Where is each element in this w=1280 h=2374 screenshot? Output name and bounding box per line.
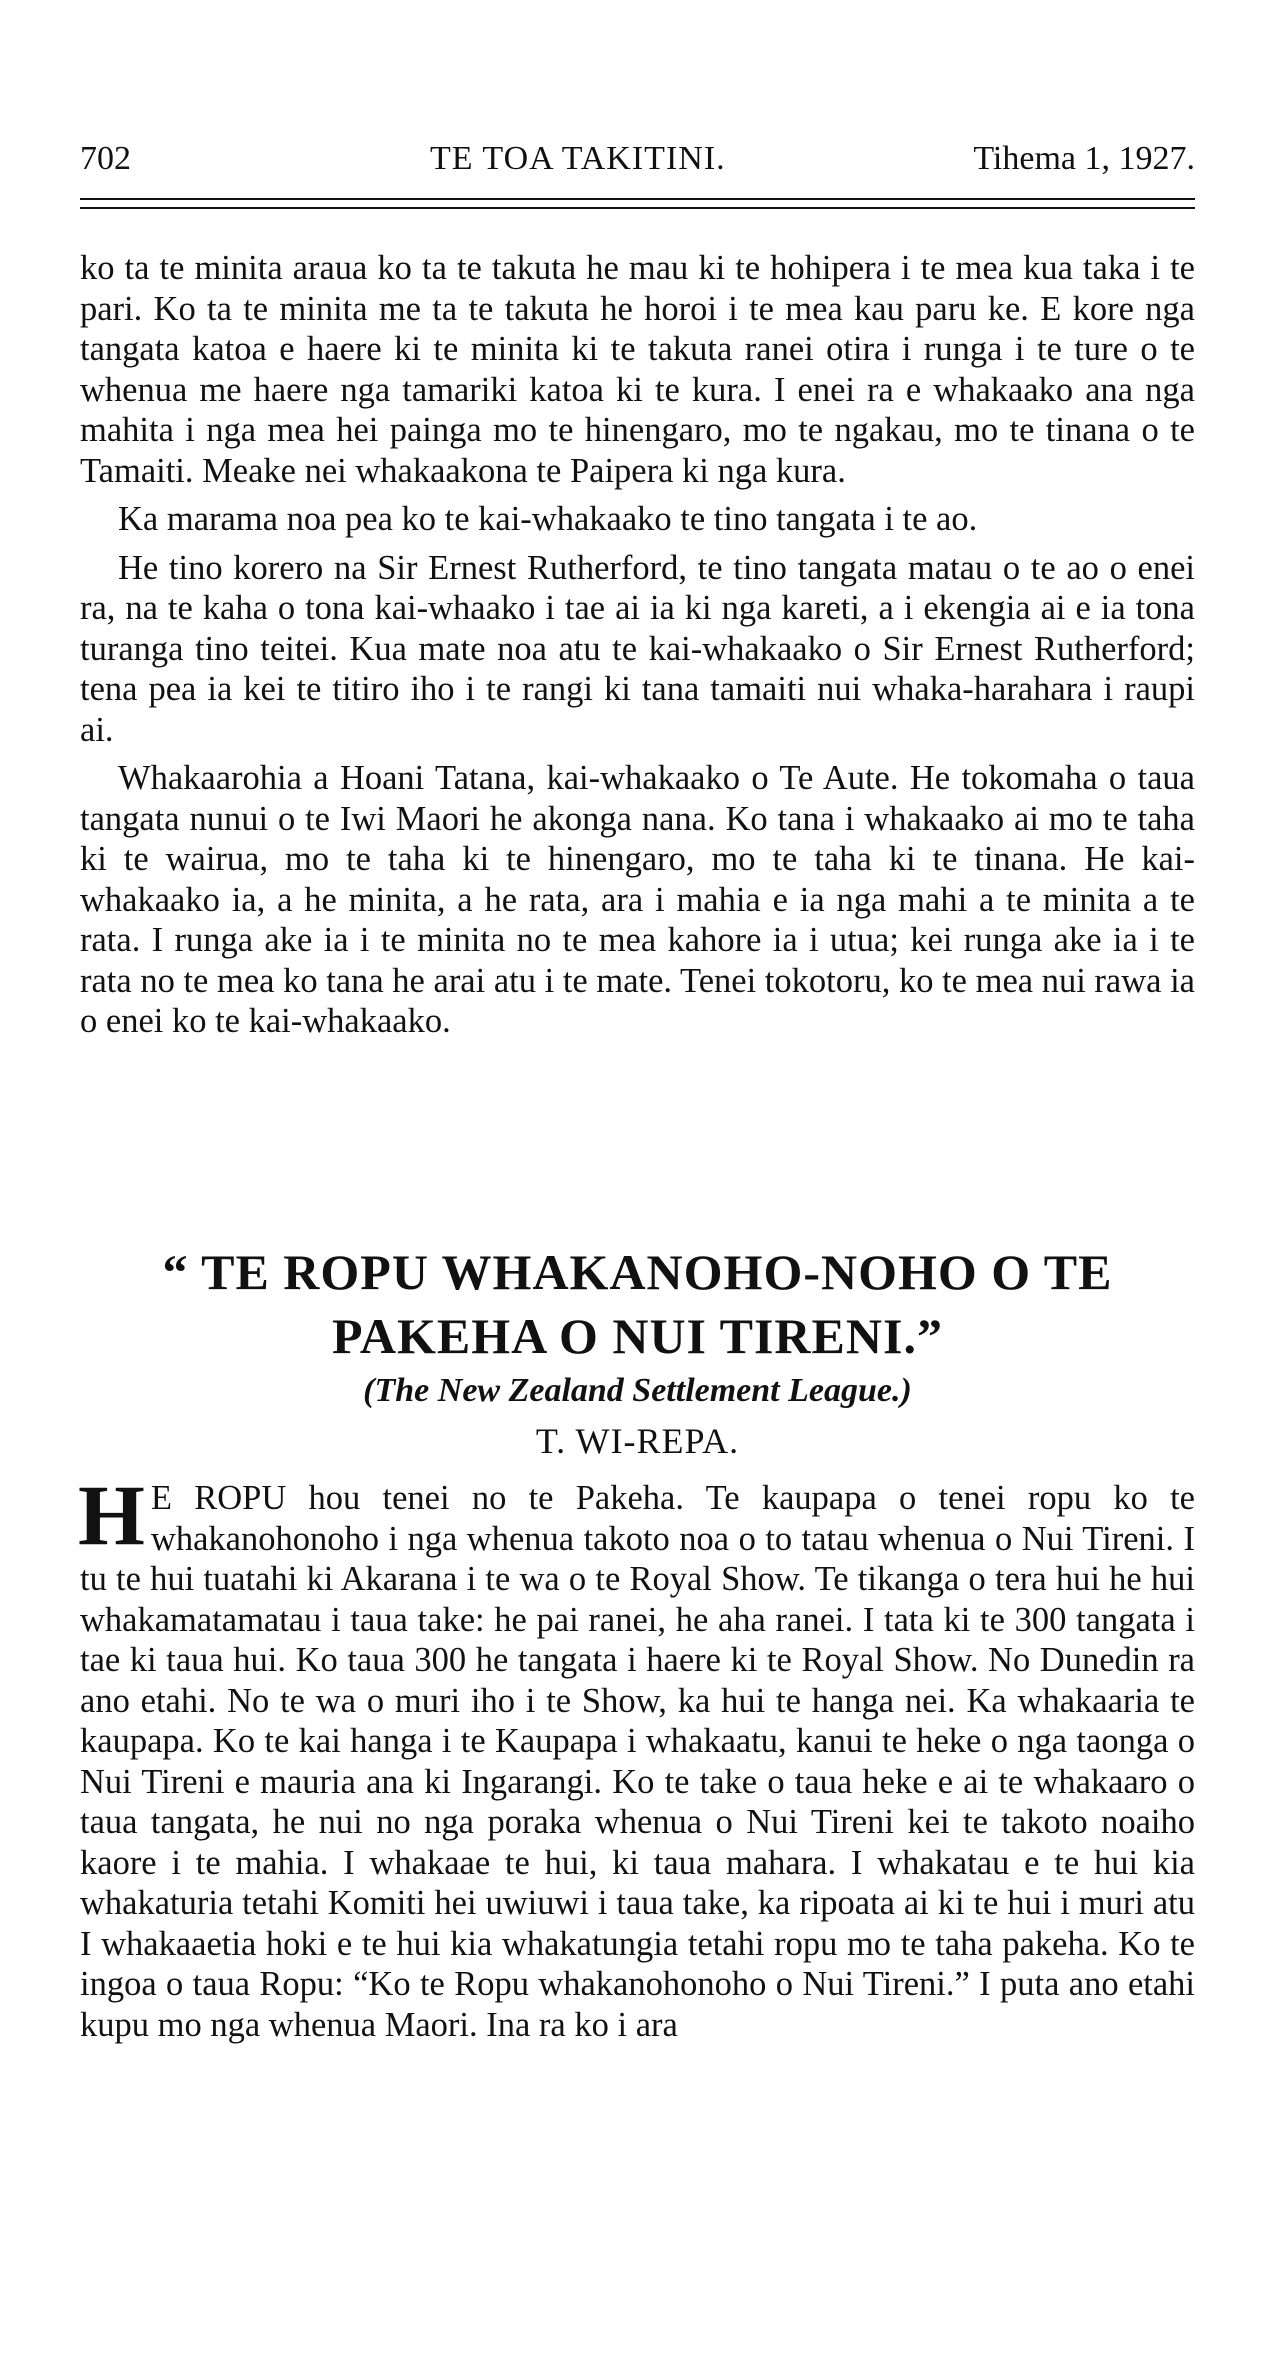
body-text-top <box>80 248 1195 1050</box>
article-body-text: E ROPU hou tenei no te Pakeha. Te kaupapa o tenei ropu ko te whakanohonoho i nga whenua takoto noa o to tatau whenua o Nui Tireni. I tu te hui tuatahi ki Akarana i te wa o te Royal Show. Te tikanga o tera hui he hui whakamatamatau i taua take: he pai ranei, he aha ranei. I tata ki te 300 tangata i tae ki taua hui. Ko taua 300 he tangata i haere ki te Royal Show. No Dunedin ra ano etahi. No te wa o muri iho i te Show, ka hui te hanga nei. Ka whakaaria te kaupapa. Ko te kai hanga i te Kaupapa i whakaatu, kanui te heke o nga taonga o Nui Tireni e mauria ana ki Ingarangi. Ko te take o taua heke e ai te whakaaro o taua tangata, he nui no nga poraka whenua o Nui Tireni kei te takoto noaiho kaore i te mahia. I whakaae te hui, ki taua mahara. I whakatau e te hui kia whakaturia tetahi Komiti hei uwiuwi i taua take, ka ripoata ai ki te hui i muri atu I whakaaetia hoki e te hui kia whakatungia tetahi ropu mo te taha pakeha. Ko te ingoa o taua Ropu: “Ko te Ropu whakanohonoho o Nui Tireni.” I puta ano etahi kupu mo nga whenua Maori. Ina ra ko i ara <box>80 1479 1195 2044</box>
paragraph: Whakaarohia a Hoani Tatana, kai-whakaako o Te Aute. He tokomaha o taua tangata nunui o te Iwi Maori he akonga nana. Ko tana i whakaako ai mo te taha ki te wairua, mo te taha ki te hinengaro, mo te taha ki te tinana. He kai-whakaako ia, a he minita, a he rata, ara i mahia e ia nga mahi a te minita a te rata. I runga ake ia i te minita no te mea kahore ia i utua; kei runga ake ia i te rata no te mea ko tana he arai atu i te mate. Tenei tokotoru, ko te mea nui rawa ia o enei ko te kai-whakaako. <box>80 759 1195 1040</box>
article-subtitle: (The New Zealand Settlement League.) <box>363 1372 912 1409</box>
page-header <box>80 140 1195 190</box>
header-rule <box>80 198 1195 209</box>
paragraph: Ka marama noa pea ko te kai-whakaako te tino tangata i te ao. <box>118 500 978 538</box>
paragraph: He tino korero na Sir Ernest Rutherford, te tino tangata matau o te ao o enei ra, na te kaha o tona kai-whaako i tae ai ia ki nga kareti, a i ekengia ai e ia tona turanga tino teitei. Kua mate noa atu te kai-whakaako o Sir Ernest Rutherford; tena pea ia kei te titiro iho i te rangi ki tana tamaiti nui whaka-harahara i raupi ai. <box>80 548 1195 749</box>
article-title: “ TE ROPU WHAKANOHO-NOHO O TE PAKEHA O NUI TIRENI.” <box>162 1244 1113 1364</box>
page-number: 702 <box>80 140 131 177</box>
article-body <box>78 1467 1195 2045</box>
article-author: T. WI-REPA. <box>535 1421 740 1461</box>
paragraph: ko ta te minita araua ko ta te takuta he mau ki te hohipera i te mea kua taka i te pari. Ko ta te minita me ta te takuta he horoi i te mea kau paru ke. E kore nga tangata katoa e haere ki te minita ki te takuta ranei otira i runga i te ture o te whenua me haere nga tamariki katoa ki te kura. I enei ra e whakaako ana nga mahita i nga mea hei painga mo te hinengaro, mo te ngakau, mo te tinana o te Tamaiti. Meake nei whakaakona te Paipera ki nga kura. <box>80 249 1195 490</box>
journal-title: TE TOA TAKITINI. <box>430 140 726 177</box>
issue-date: Tihema 1, 1927. <box>973 140 1195 177</box>
drop-cap: H <box>78 1467 145 1563</box>
